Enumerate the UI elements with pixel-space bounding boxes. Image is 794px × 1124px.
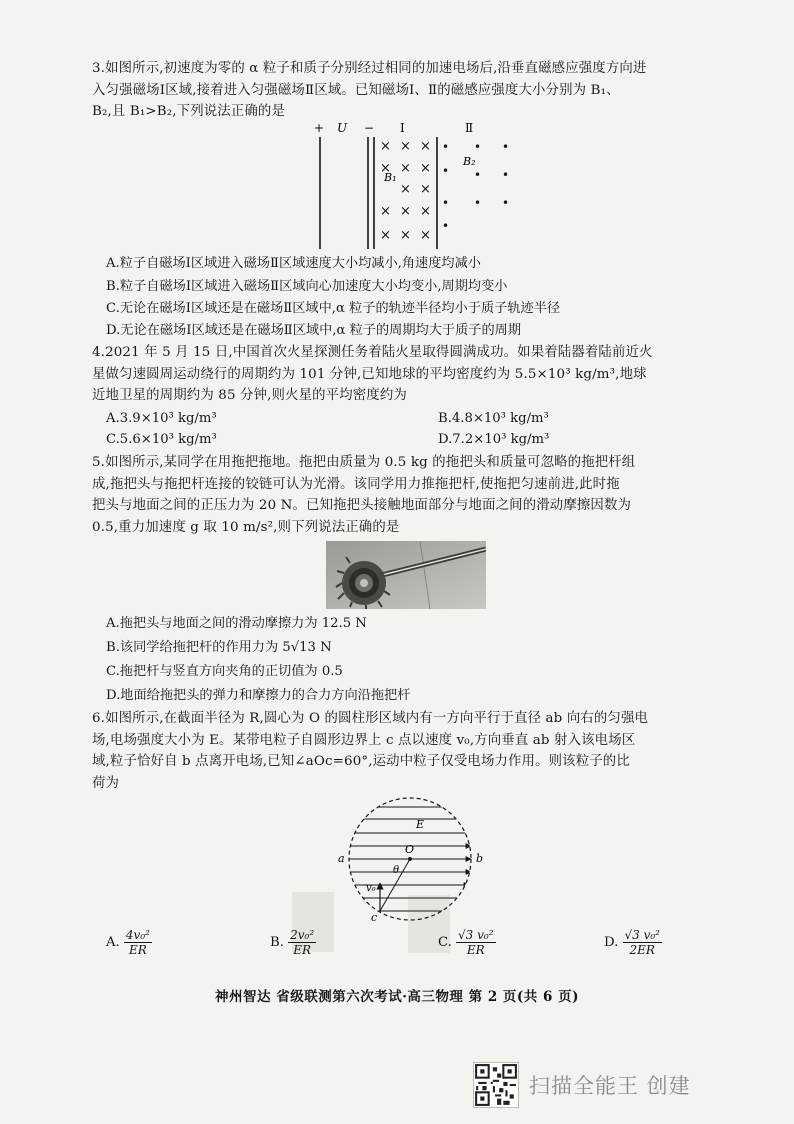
point-c-label: c: [371, 911, 378, 924]
question-line: 4.2021 年 5 月 15 日,中国首次火星探测任务着陆火星取得圆满成功。如果着陆器着陆前近火: [92, 345, 653, 360]
svg-text:×: ×: [420, 182, 431, 197]
svg-text:•: •: [502, 168, 510, 182]
electric-field-figure: [330, 795, 500, 925]
option-4c: C.5.6×10³ kg/m³: [106, 432, 217, 447]
cross-markers: [380, 139, 431, 243]
option-6c: [438, 928, 496, 957]
option-letter: B.: [270, 935, 284, 950]
field-e-label: E: [416, 818, 425, 831]
option-3b: B.粒子自磁场Ⅰ区域进入磁场Ⅱ区域向心加速度大小均变小,周期均变小: [106, 279, 508, 294]
svg-text:×: ×: [420, 139, 431, 154]
point-b-label: b: [476, 852, 484, 865]
center-o-label: O: [405, 843, 415, 856]
option-4a: A.3.9×10³ kg/m³: [106, 411, 217, 426]
v0-label: v₀: [366, 883, 376, 894]
dot-markers: [442, 140, 509, 233]
svg-text:×: ×: [380, 204, 391, 219]
question-3-stem: [92, 58, 722, 123]
fraction-denominator: ER: [293, 943, 312, 957]
option-6b: [270, 928, 316, 957]
fraction-numerator: 2v₀²: [290, 928, 315, 942]
svg-text:•: •: [474, 196, 482, 210]
svg-text:×: ×: [380, 228, 391, 243]
option-fraction: [288, 928, 316, 957]
question-line: B₂,且 B₁>B₂,下列说法正确的是: [92, 104, 285, 120]
svg-text:×: ×: [420, 228, 431, 243]
svg-text:×: ×: [420, 161, 431, 176]
svg-text:×: ×: [400, 161, 411, 176]
question-5-stem: [92, 452, 722, 538]
svg-text:×: ×: [400, 139, 411, 154]
plus-label: +: [314, 121, 325, 135]
question-line: 场,电场强度大小为 E。某带电粒子自圆形边界上 c 点以速度 v₀,方向垂直 ab 射入该电场区: [92, 732, 636, 748]
region-2-label: Ⅱ: [465, 121, 474, 135]
mop-photo: [326, 541, 486, 609]
fraction-numerator: 4v₀²: [125, 928, 150, 942]
svg-text:×: ×: [380, 161, 391, 176]
svg-text:•: •: [502, 140, 510, 154]
svg-text:•: •: [442, 196, 450, 210]
svg-text:×: ×: [400, 204, 411, 219]
center-point: [408, 857, 412, 861]
option-fraction: [456, 928, 496, 957]
svg-text:×: ×: [400, 228, 411, 243]
svg-text:•: •: [474, 140, 482, 154]
fraction-numerator: √3 v₀²: [624, 928, 660, 942]
question-6-stem: [92, 708, 722, 794]
option-6d: [604, 928, 662, 957]
svg-text:•: •: [502, 196, 510, 210]
question-line: 成,拖把头与拖把杆连接的铰链可认为光滑。该同学用力推拖把杆,使拖把匀速前进,此时拖: [92, 476, 620, 492]
option-fraction: [124, 928, 152, 957]
question-line: 3.如图所示,初速度为零的 α 粒子和质子分别经过相同的加速电场后,沿垂直磁感应强度方向进: [92, 61, 647, 76]
magnetic-field-figure: [300, 117, 540, 252]
region-1-label: Ⅰ: [400, 121, 405, 135]
option-3a: A.粒子自磁场Ⅰ区域进入磁场Ⅱ区域速度大小均减小,角速度均减小: [106, 256, 481, 271]
option-5c: C.拖把杆与竖直方向夹角的正切值为 0.5: [106, 664, 343, 679]
svg-text:×: ×: [380, 139, 391, 154]
fraction-denominator: ER: [466, 943, 485, 957]
qr-code-icon: [473, 1062, 519, 1108]
option-letter: C.: [438, 935, 452, 950]
svg-text:•: •: [442, 140, 450, 154]
option-5d: D.地面给拖把头的弹力和摩擦力的合力方向沿拖把杆: [106, 688, 411, 703]
svg-text:×: ×: [420, 204, 431, 219]
svg-text:×: ×: [400, 182, 411, 197]
fraction-numerator: √3 v₀²: [458, 928, 494, 942]
option-5a: A.拖把头与地面之间的滑动摩擦力为 12.5 N: [106, 616, 367, 631]
option-4d: D.7.2×10³ kg/m³: [438, 432, 550, 447]
minus-label: −: [364, 121, 375, 135]
angle-theta-label: θ: [393, 865, 400, 876]
option-letter: D.: [604, 935, 619, 950]
question-line: 近地卫星的周期约为 85 分钟,则火星的平均密度约为: [92, 388, 407, 404]
b1-label: B₁: [384, 171, 397, 184]
scanner-watermark: [473, 1062, 691, 1108]
option-6a: [106, 928, 152, 957]
question-line: 把头与地面之间的正压力为 20 N。已知拖把头接触地面部分与地面之间的滑动摩擦因数为: [92, 498, 632, 514]
option-3c: C.无论在磁场Ⅰ区域还是在磁场Ⅱ区域中,α 粒子的轨迹半径均小于质子轨迹半径: [106, 301, 561, 316]
question-4-stem: [92, 342, 722, 407]
b2-label: B₂: [463, 155, 476, 168]
svg-text:•: •: [442, 164, 450, 178]
option-fraction: [623, 928, 663, 957]
question-line: 星做匀速圆周运动绕行的周期约为 101 分钟,已知地球的平均密度约为 5.5×10³ kg/m³,地球: [92, 366, 647, 382]
svg-text:•: •: [442, 219, 450, 233]
question-line: 5.如图所示,某同学在用拖把拖地。拖把由质量为 0.5 kg 的拖把头和质量可忽略的拖把杆组: [92, 455, 636, 470]
fraction-denominator: ER: [129, 943, 147, 957]
page-footer: 神州智达 省级联测第六次考试·高三物理 第 2 页(共 6 页): [215, 989, 579, 1005]
option-4b: B.4.8×10³ kg/m³: [438, 411, 549, 426]
option-letter: A.: [106, 935, 120, 950]
question-line: 6.如图所示,在截面半径为 R,圆心为 O 的圆柱形区域内有一方向平行于直径 ab 向右的匀强电: [92, 711, 649, 726]
u-label: U: [337, 121, 348, 135]
question-line: 荷为: [92, 775, 120, 791]
option-5b: B.该同学给拖把杆的作用力为 5√13 N: [106, 640, 332, 655]
question-line: 0.5,重力加速度 g 取 10 m/s²,则下列说法正确的是: [92, 519, 400, 535]
watermark-text: 扫描全能王 创建: [529, 1074, 691, 1098]
fraction-denominator: 2ER: [629, 943, 655, 957]
question-line: 域,粒子恰好自 b 点离开电场,已知∠aOc=60°,运动中粒子仅受电场力作用。则该粒子的比: [92, 754, 630, 770]
question-line: 入匀强磁场Ⅰ区域,接着进入匀强磁场Ⅱ区域。已知磁场Ⅰ、Ⅱ的磁感应强度大小分别为 B₁、: [92, 82, 620, 98]
point-a-label: a: [338, 852, 345, 865]
svg-text:•: •: [474, 168, 482, 182]
option-3d: D.无论在磁场Ⅰ区域还是在磁场Ⅱ区域中,α 粒子的周期均大于质子的周期: [106, 323, 522, 338]
